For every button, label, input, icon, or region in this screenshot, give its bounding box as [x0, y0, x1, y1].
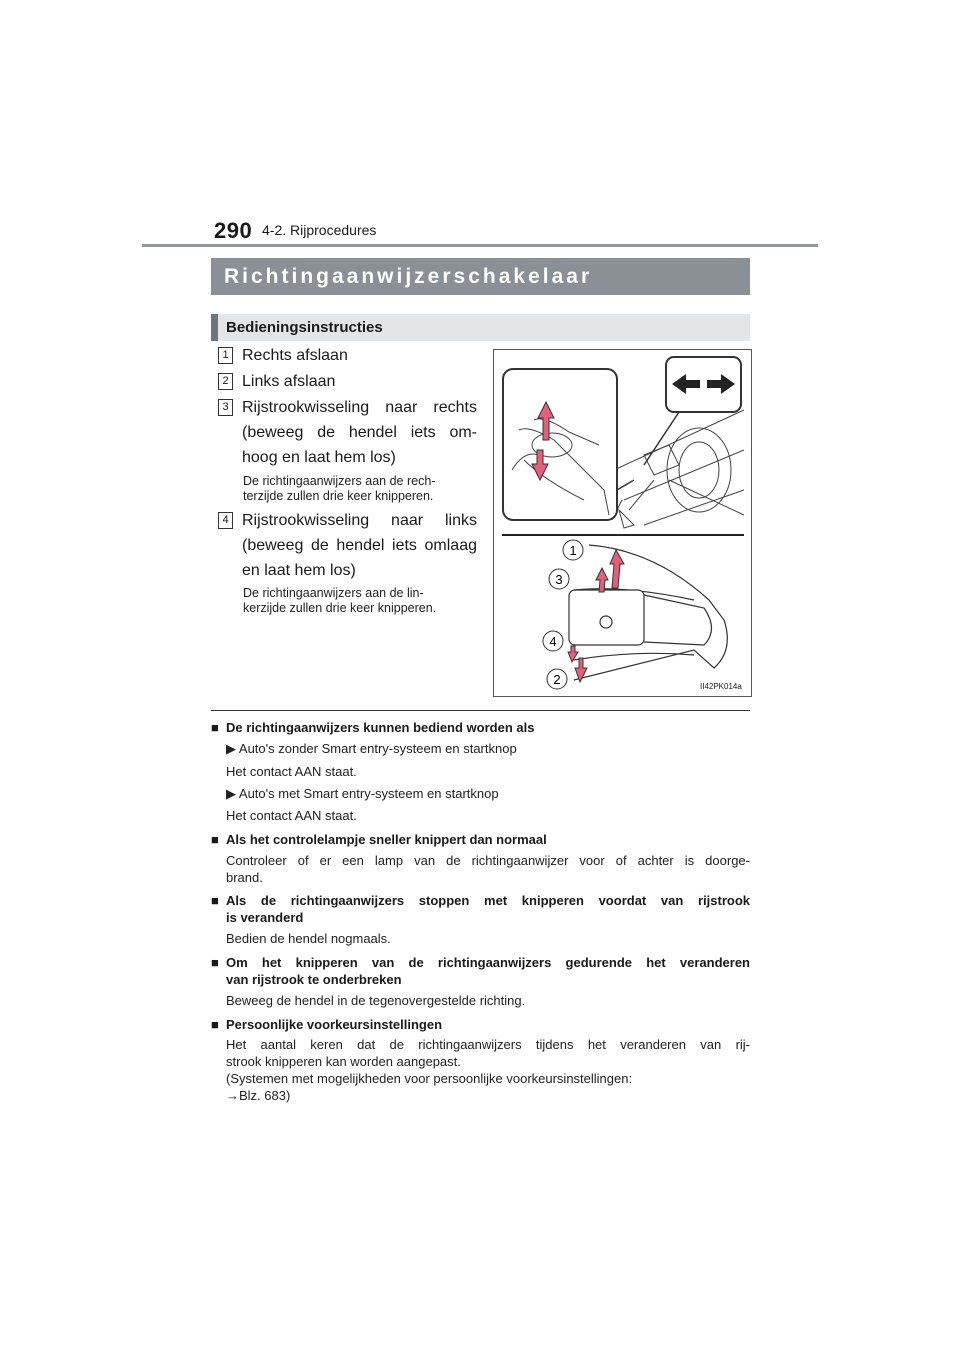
figure-code: II42PK014a [700, 682, 742, 691]
item-3-line-1: Rijstrookwisseling naar rechts [242, 399, 477, 416]
dashboard-sketch [612, 410, 744, 528]
note-1-sub-1-text: Het contact AAN staat. [226, 764, 357, 779]
item-3-note-2: terzijde zullen drie keer knipperen. [243, 489, 434, 503]
turn-signal-illustration [493, 349, 752, 697]
note-4-heading-1: Om het knipperen van de richtingaanwijzers gedurende het veranderen [226, 955, 750, 970]
position-2-arrow [575, 658, 587, 682]
item-1-text: Rechts afslaan [242, 347, 348, 364]
item-2-badge: 2 [218, 373, 233, 390]
item-3-note-1: De richtingaanwijzers aan de rech- [243, 474, 436, 488]
note-1-sub-2-text: Het contact AAN staat. [226, 808, 357, 823]
item-4-line-1: Rijstrookwisseling naar links [242, 512, 477, 529]
note-3-body: Bedien de hendel nogmaals. [226, 931, 391, 946]
note-1-sub-2-label: Auto's met Smart entry-systeem en startknop [238, 786, 499, 801]
item-3-line-3: hoog en laat hem los) [242, 449, 396, 466]
note-3-heading-1: Als de richtingaanwijzers stoppen met knipperen voordat van rijstrook [226, 893, 750, 908]
callout-2: 2 [553, 672, 561, 687]
callout-3: 3 [555, 572, 563, 587]
subsection-accent [211, 314, 218, 341]
triangle-arrow-icon: ▶ [226, 741, 239, 756]
callout-4: 4 [549, 634, 557, 649]
note-5-body-1: Het aantal keren dat de richtingaanwijzers tijdens het veranderen van rij- [226, 1037, 750, 1052]
note-1-sub-2 [226, 786, 750, 802]
note-4-body: Beweeg de hendel in de tegenovergestelde richting. [226, 993, 526, 1008]
item-4-badge: 4 [218, 512, 233, 529]
note-5-body-4: →Blz. 683) [226, 1088, 291, 1103]
subsection-title: Bedieningsinstructies [226, 319, 383, 336]
section-title: Richtingaanwijzerschakelaar [224, 265, 593, 288]
note-2-heading: Als het controlelampje sneller knippert dan normaal [226, 832, 547, 847]
bullet-square-icon: ■ [211, 1017, 219, 1032]
lever-sketch [569, 545, 727, 680]
item-3-line-2: (beweeg de hendel iets om- [242, 424, 477, 441]
note-1-heading: De richtingaanwijzers kunnen bediend worden als [226, 720, 535, 735]
position-1-arrow [610, 550, 624, 588]
breadcrumb: 4-2. Rijprocedures [262, 222, 377, 238]
bullet-square-icon: ■ [211, 955, 219, 970]
header-divider [142, 244, 818, 247]
turn-signal-drawing [494, 350, 751, 696]
item-4-line-2: (beweeg de hendel iets omlaag [242, 537, 477, 554]
note-5-body-2: strook knipperen kan worden aangepast. [226, 1054, 461, 1069]
note-4-heading-2: van rijstrook te onderbreken [226, 972, 402, 987]
note-1-sub-1-label: Auto's zonder Smart entry-systeem en startknop [238, 741, 517, 756]
note-1-sub-1 [226, 741, 750, 757]
item-4-note-1: De richtingaanwijzers aan de lin- [243, 586, 424, 600]
note-3-heading-2: is veranderd [226, 910, 304, 925]
item-2-text: Links afslaan [242, 373, 336, 390]
callout-1: 1 [569, 543, 577, 558]
bullet-square-icon: ■ [211, 720, 219, 735]
triangle-arrow-icon: ▶ [226, 786, 239, 801]
note-2-body-1: Controleer of er een lamp van de richtingaanwijzer voor of achter is doorge- [226, 853, 750, 868]
lever-closeup-frame [503, 369, 617, 520]
item-1-badge: 1 [218, 347, 233, 364]
note-5-body-3: (Systemen met mogelijkheden voor persoonlijke voorkeursinstellingen: [226, 1071, 633, 1086]
item-4-line-3: en laat hem los) [242, 562, 356, 579]
note-2-body-2: brand. [226, 870, 263, 885]
item-3-badge: 3 [218, 399, 233, 416]
item-4-note-2: kerzijde zullen drie keer knipperen. [243, 601, 437, 615]
page-number: 290 [214, 218, 253, 243]
note-5-heading: Persoonlijke voorkeursinstellingen [226, 1017, 443, 1032]
bullet-square-icon: ■ [211, 893, 219, 908]
bullet-square-icon: ■ [211, 832, 219, 847]
notes-divider [211, 710, 750, 711]
